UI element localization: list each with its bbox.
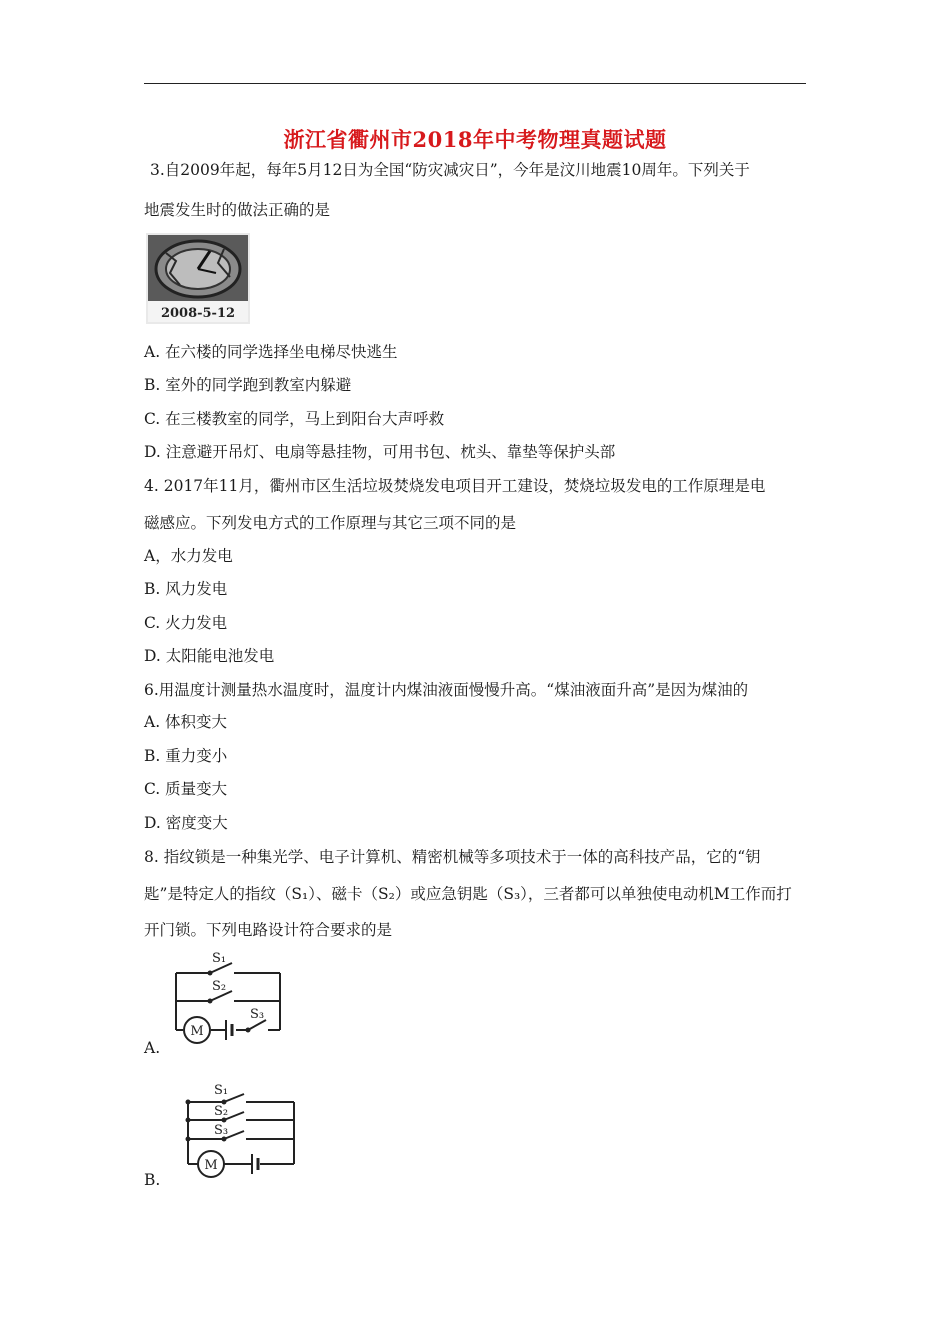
q4-stem-line2: 磁感应。下列发电方式的工作原理与其它三项不同的是 — [144, 514, 517, 532]
q3-stem-line1: 3.自2009年起，每年5月12日为全国“防灾减灾日”，今年是汶川地震10周年。下列关于 — [150, 161, 750, 179]
header-rule — [144, 83, 806, 84]
q3-option-a: A. 在六楼的同学选择坐电梯尽快逃生 — [144, 343, 398, 361]
q6-option-b: B. 重力变小 — [144, 747, 228, 765]
q3-option-c: C. 在三楼教室的同学，马上到阳台大声呼救 — [144, 410, 445, 428]
q3-option-b: B. 室外的同学跑到教室内躲避 — [144, 376, 352, 394]
q4-option-b: B. 风力发电 — [144, 580, 228, 598]
q6-option-a: A. 体积变大 — [144, 713, 228, 731]
q4-stem-line1: 4. 2017年11月，衢州市区生活垃圾焚烧发电项目开工建设，焚烧垃圾发电的工作原理是电 — [144, 477, 766, 495]
circuit-a-s3-label: S₃ — [250, 1007, 265, 1022]
q4-option-c: C. 火力发电 — [144, 614, 228, 632]
circuit-diagram-a — [170, 948, 312, 1050]
page-title: 浙江省衢州市2018年中考物理真题试题 — [283, 127, 667, 152]
circuit-b-s3-label: S₃ — [214, 1123, 229, 1138]
q3-stem-line2: 地震发生时的做法正确的是 — [144, 201, 331, 219]
q3-option-d: D. 注意避开吊灯、电扇等悬挂物，可用书包、枕头、靠垫等保护头部 — [144, 443, 616, 461]
q6-option-c: C. 质量变大 — [144, 780, 228, 798]
circuit-diagram-b — [180, 1082, 306, 1186]
q8-stem-line1: 8. 指纹锁是一种集光学、电子计算机、精密机械等多项技术于一体的高科技产品，它的“钥 — [144, 848, 761, 866]
circuit-a-motor-label: M — [190, 1024, 204, 1039]
circuit-a-s2-label: S₂ — [212, 979, 227, 994]
q6-stem: 6.用温度计测量热水温度时，温度计内煤油液面慢慢升高。“煤油液面升高”是因为煤油的 — [144, 681, 749, 699]
circuit-b-s1-label: S₁ — [214, 1083, 229, 1098]
circuit-a-s1-label: S₁ — [212, 951, 227, 966]
q4-option-a: A，水力发电 — [144, 547, 233, 565]
q8-option-b-label: B. — [144, 1171, 161, 1189]
q4-option-d: D. 太阳能电池发电 — [144, 647, 275, 665]
q8-stem-line2: 匙”是特定人的指纹（S₁）、磁卡（S₂）或应急钥匙（S₃），三者都可以单独使电动机M工作而打 — [144, 885, 792, 903]
q8-option-a-label: A. — [144, 1039, 161, 1057]
earthquake-clock-image — [146, 233, 250, 324]
image-date-caption: 2008-5-12 — [160, 306, 236, 321]
circuit-b-s2-label: S₂ — [214, 1104, 229, 1119]
q6-option-d: D. 密度变大 — [144, 814, 228, 832]
circuit-b-motor-label: M — [204, 1158, 218, 1173]
q8-stem-line3: 开门锁。下列电路设计符合要求的是 — [144, 921, 393, 939]
